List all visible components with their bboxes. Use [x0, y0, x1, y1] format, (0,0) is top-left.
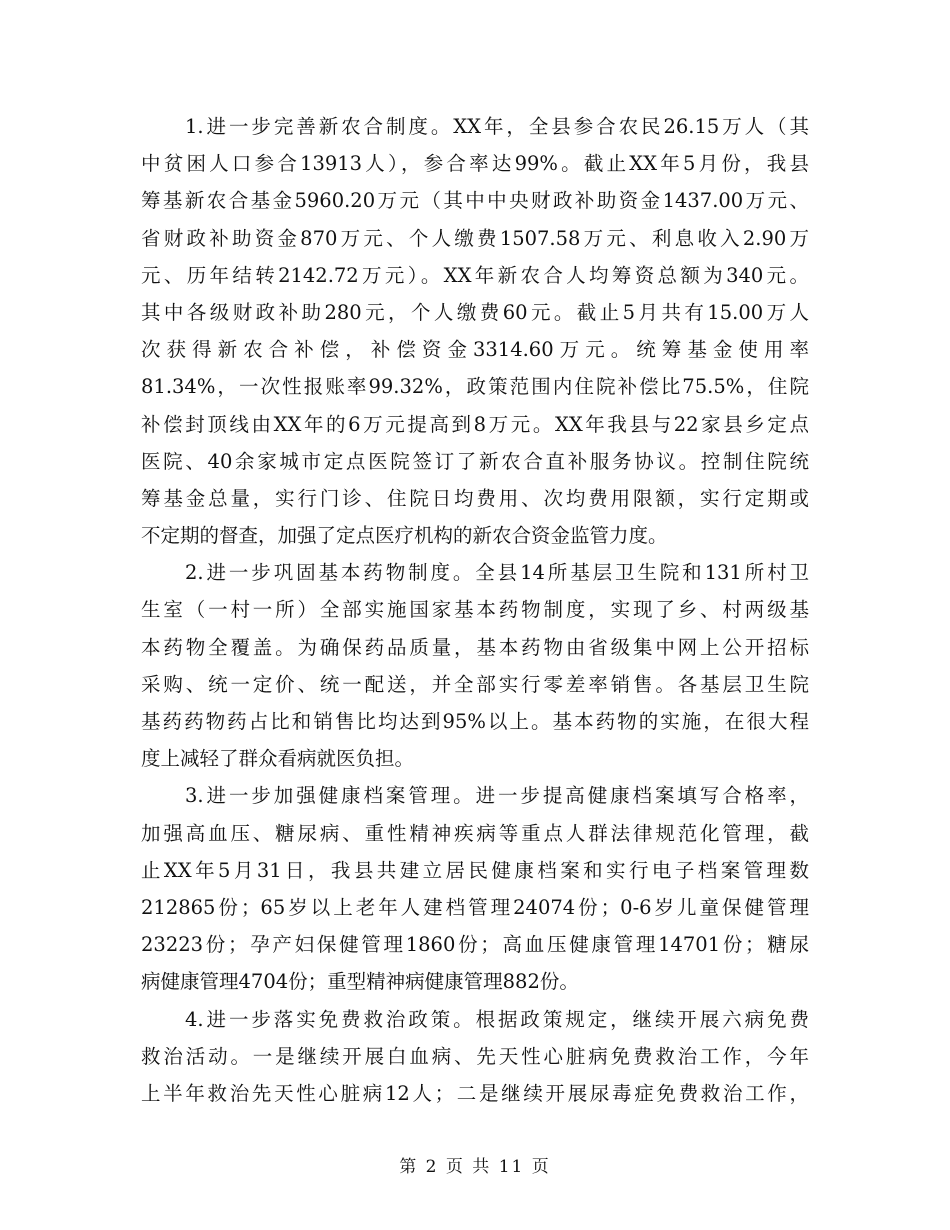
paragraph-line: 4.进一步落实免费救治政策。根据政策规定，继续开展六病免费: [185, 1007, 809, 1031]
paragraph-line: 1.进一步完善新农合制度。XX年，全县参合农民26.15万人（其: [185, 115, 809, 138]
paragraph-line: 补偿封顶线由XX年的6万元提高到8万元。XX年我县与22家县乡定点: [141, 412, 809, 436]
document-body: [141, 108, 809, 1112]
paragraph-line: 筹基新农合基金5960.20万元（其中中央财政补助资金1437.00万元、: [141, 189, 809, 213]
paragraph: [141, 554, 809, 777]
paragraph-line: 加强高血压、糖尿病、重性精神疾病等重点人群法律规范化管理，截: [141, 821, 809, 845]
paragraph-line: 元、历年结转2142.72万元）。XX年新农合人均筹资总额为340元。: [141, 263, 809, 287]
paragraph-line: 次获得新农合补偿，补偿资金3314.60万元。统筹基金使用率: [141, 338, 809, 362]
paragraph-line: 3.进一步加强健康档案管理。进一步提高健康档案填写合格率，: [185, 784, 809, 808]
paragraph-line: 不定期的督查，加强了定点医疗机构的新农合资金监管力度。: [141, 524, 668, 548]
paragraph: [141, 1001, 809, 1113]
paragraph-line: 23223份；孕产妇保健管理1860份；高血压健康管理14701份；糖尿: [141, 933, 809, 957]
paragraph-line: 2.进一步巩固基本药物制度。全县14所基层卫生院和131所村卫: [185, 561, 809, 585]
paragraph-line: 止XX年5月31日，我县共建立居民健康档案和实行电子档案管理数: [141, 858, 809, 882]
paragraph: [141, 108, 809, 554]
paragraph-line: 生室（一村一所）全部实施国家基本药物制度，实现了乡、村两级基: [141, 598, 809, 622]
paragraph-line: 中贫困人口参合13913人），参合率达99%。截止XX年5月份，我县: [141, 152, 809, 176]
page-number-footer: 第 2 页 共 11 页: [399, 1157, 551, 1177]
paragraph-line: 212865份；65岁以上老年人建档管理24074份；0-6岁儿童保健管理: [141, 895, 809, 919]
paragraph-line: 本药物全覆盖。为确保药品质量，基本药物由省级集中网上公开招标: [141, 635, 809, 659]
paragraph-line: 救治活动。一是继续开展白血病、先天性心脏病免费救治工作，今年: [141, 1044, 809, 1068]
paragraph-line: 上半年救治先天性心脏病12人；二是继续开展尿毒症免费救治工作，: [141, 1081, 809, 1105]
paragraph-line: 其中各级财政补助280元，个人缴费60元。截止5月共有15.00万人: [141, 300, 809, 324]
paragraph-line: 筹基金总量，实行门诊、住院日均费用、次均费用限额，实行定期或: [141, 486, 809, 510]
paragraph-line: 81.34%，一次性报账率99.32%，政策范围内住院补偿比75.5%，住院: [141, 375, 809, 399]
paragraph-line: 病健康管理4704份；重型精神病健康管理882份。: [141, 970, 579, 994]
paragraph-line: 采购、统一定价、统一配送，并全部实行零差率销售。各基层卫生院: [141, 672, 809, 696]
paragraph-line: 基药药物药占比和销售比均达到95%以上。基本药物的实施，在很大程: [141, 710, 809, 733]
paragraph-line: 省财政补助资金870万元、个人缴费1507.58万元、利息收入2.90万: [141, 226, 809, 250]
paragraph-line: 度上减轻了群众看病就医负担。: [141, 747, 415, 771]
paragraph-line: 医院、40余家城市定点医院签订了新农合直补服务协议。控制住院统: [141, 449, 809, 473]
paragraph: [141, 777, 809, 1000]
